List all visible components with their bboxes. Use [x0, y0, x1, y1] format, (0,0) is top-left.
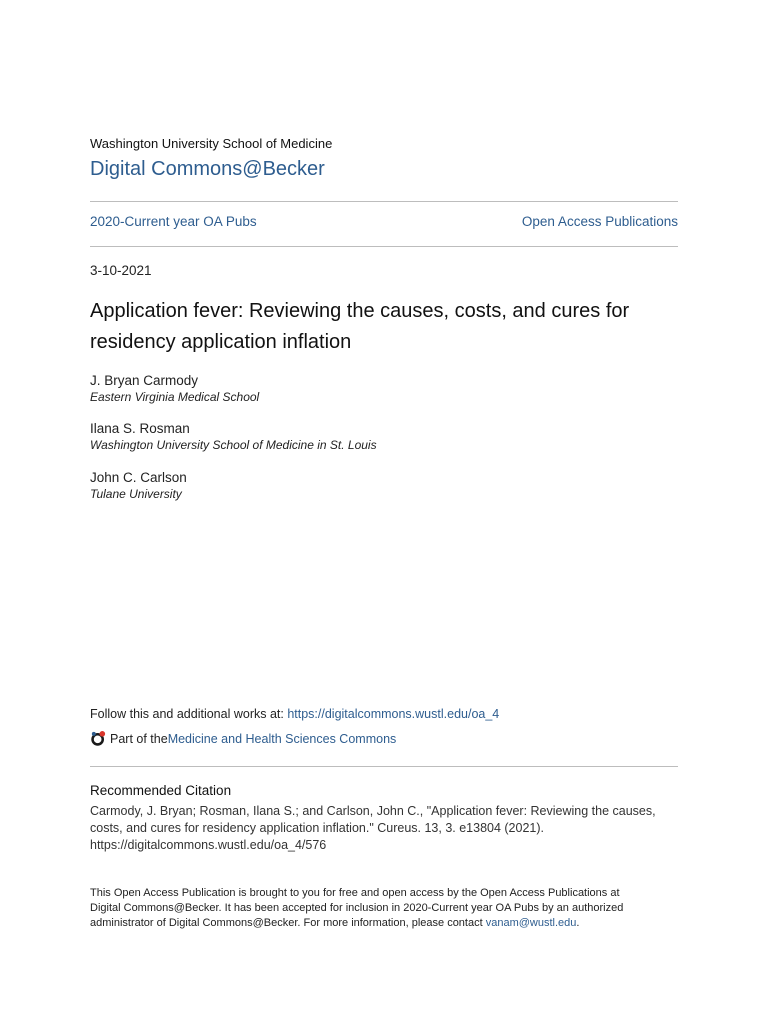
collection-nav [90, 214, 678, 229]
citation-block [90, 803, 680, 854]
follow-text: Follow this and additional works at: [90, 707, 288, 721]
part-of-text: Part of the [110, 731, 168, 746]
author-3 [90, 469, 187, 502]
author-1 [90, 372, 259, 405]
repository-link[interactable]: Digital Commons@Becker [90, 158, 325, 180]
contact-email-link[interactable]: vanam@wustl.edu [485, 917, 577, 929]
commons-link[interactable]: Medicine and Health Sciences Commons [167, 731, 397, 746]
network-commons-icon [90, 730, 107, 747]
citation-divider [90, 766, 678, 767]
citation-text: Carmody, J. Bryan; Rosman, Ilana S.; and Carlson, John C., "Application fever: Reviewing the causes, costs, and cures for residency application inflation." Cureus. 13, 3. e13804 (2021). [90, 804, 656, 835]
part-of-line [90, 730, 396, 747]
article-title: Application fever: Reviewing the causes, costs, and cures for residency application inflation [90, 300, 630, 353]
footer-notice [90, 886, 650, 931]
follow-line [90, 707, 499, 721]
institution-name: Washington University School of Medicine [90, 136, 333, 151]
author-name: J. Bryan Carmody [90, 373, 199, 388]
publication-date: 3-10-2021 [90, 263, 152, 278]
parent-collection-link[interactable]: Open Access Publications [521, 214, 678, 229]
collection-url-link[interactable]: https://digitalcommons.wustl.edu/oa_4 [287, 707, 500, 721]
author-affiliation: Tulane University [90, 487, 182, 501]
collection-link[interactable]: 2020-Current year OA Pubs [90, 214, 257, 229]
citation-heading: Recommended Citation [90, 783, 232, 798]
author-affiliation: Washington University School of Medicine in St. Louis [90, 438, 377, 452]
footer-end: . [576, 917, 580, 929]
nav-divider [90, 246, 678, 247]
author-2 [90, 420, 377, 453]
author-name: Ilana S. Rosman [90, 421, 190, 436]
author-name: John C. Carlson [90, 470, 187, 485]
author-affiliation: Eastern Virginia Medical School [90, 390, 260, 404]
top-divider [90, 201, 678, 202]
citation-url[interactable]: https://digitalcommons.wustl.edu/oa_4/576 [90, 838, 327, 852]
footer-text: This Open Access Publication is brought to you for free and open access by the Open Access Publications at Digital Commons@Becker. It has been accepted for inclusion in 2020-Current year OA Pubs by an authorized administrator of Digital Commons@Becker. For more information, please contact [90, 887, 624, 929]
